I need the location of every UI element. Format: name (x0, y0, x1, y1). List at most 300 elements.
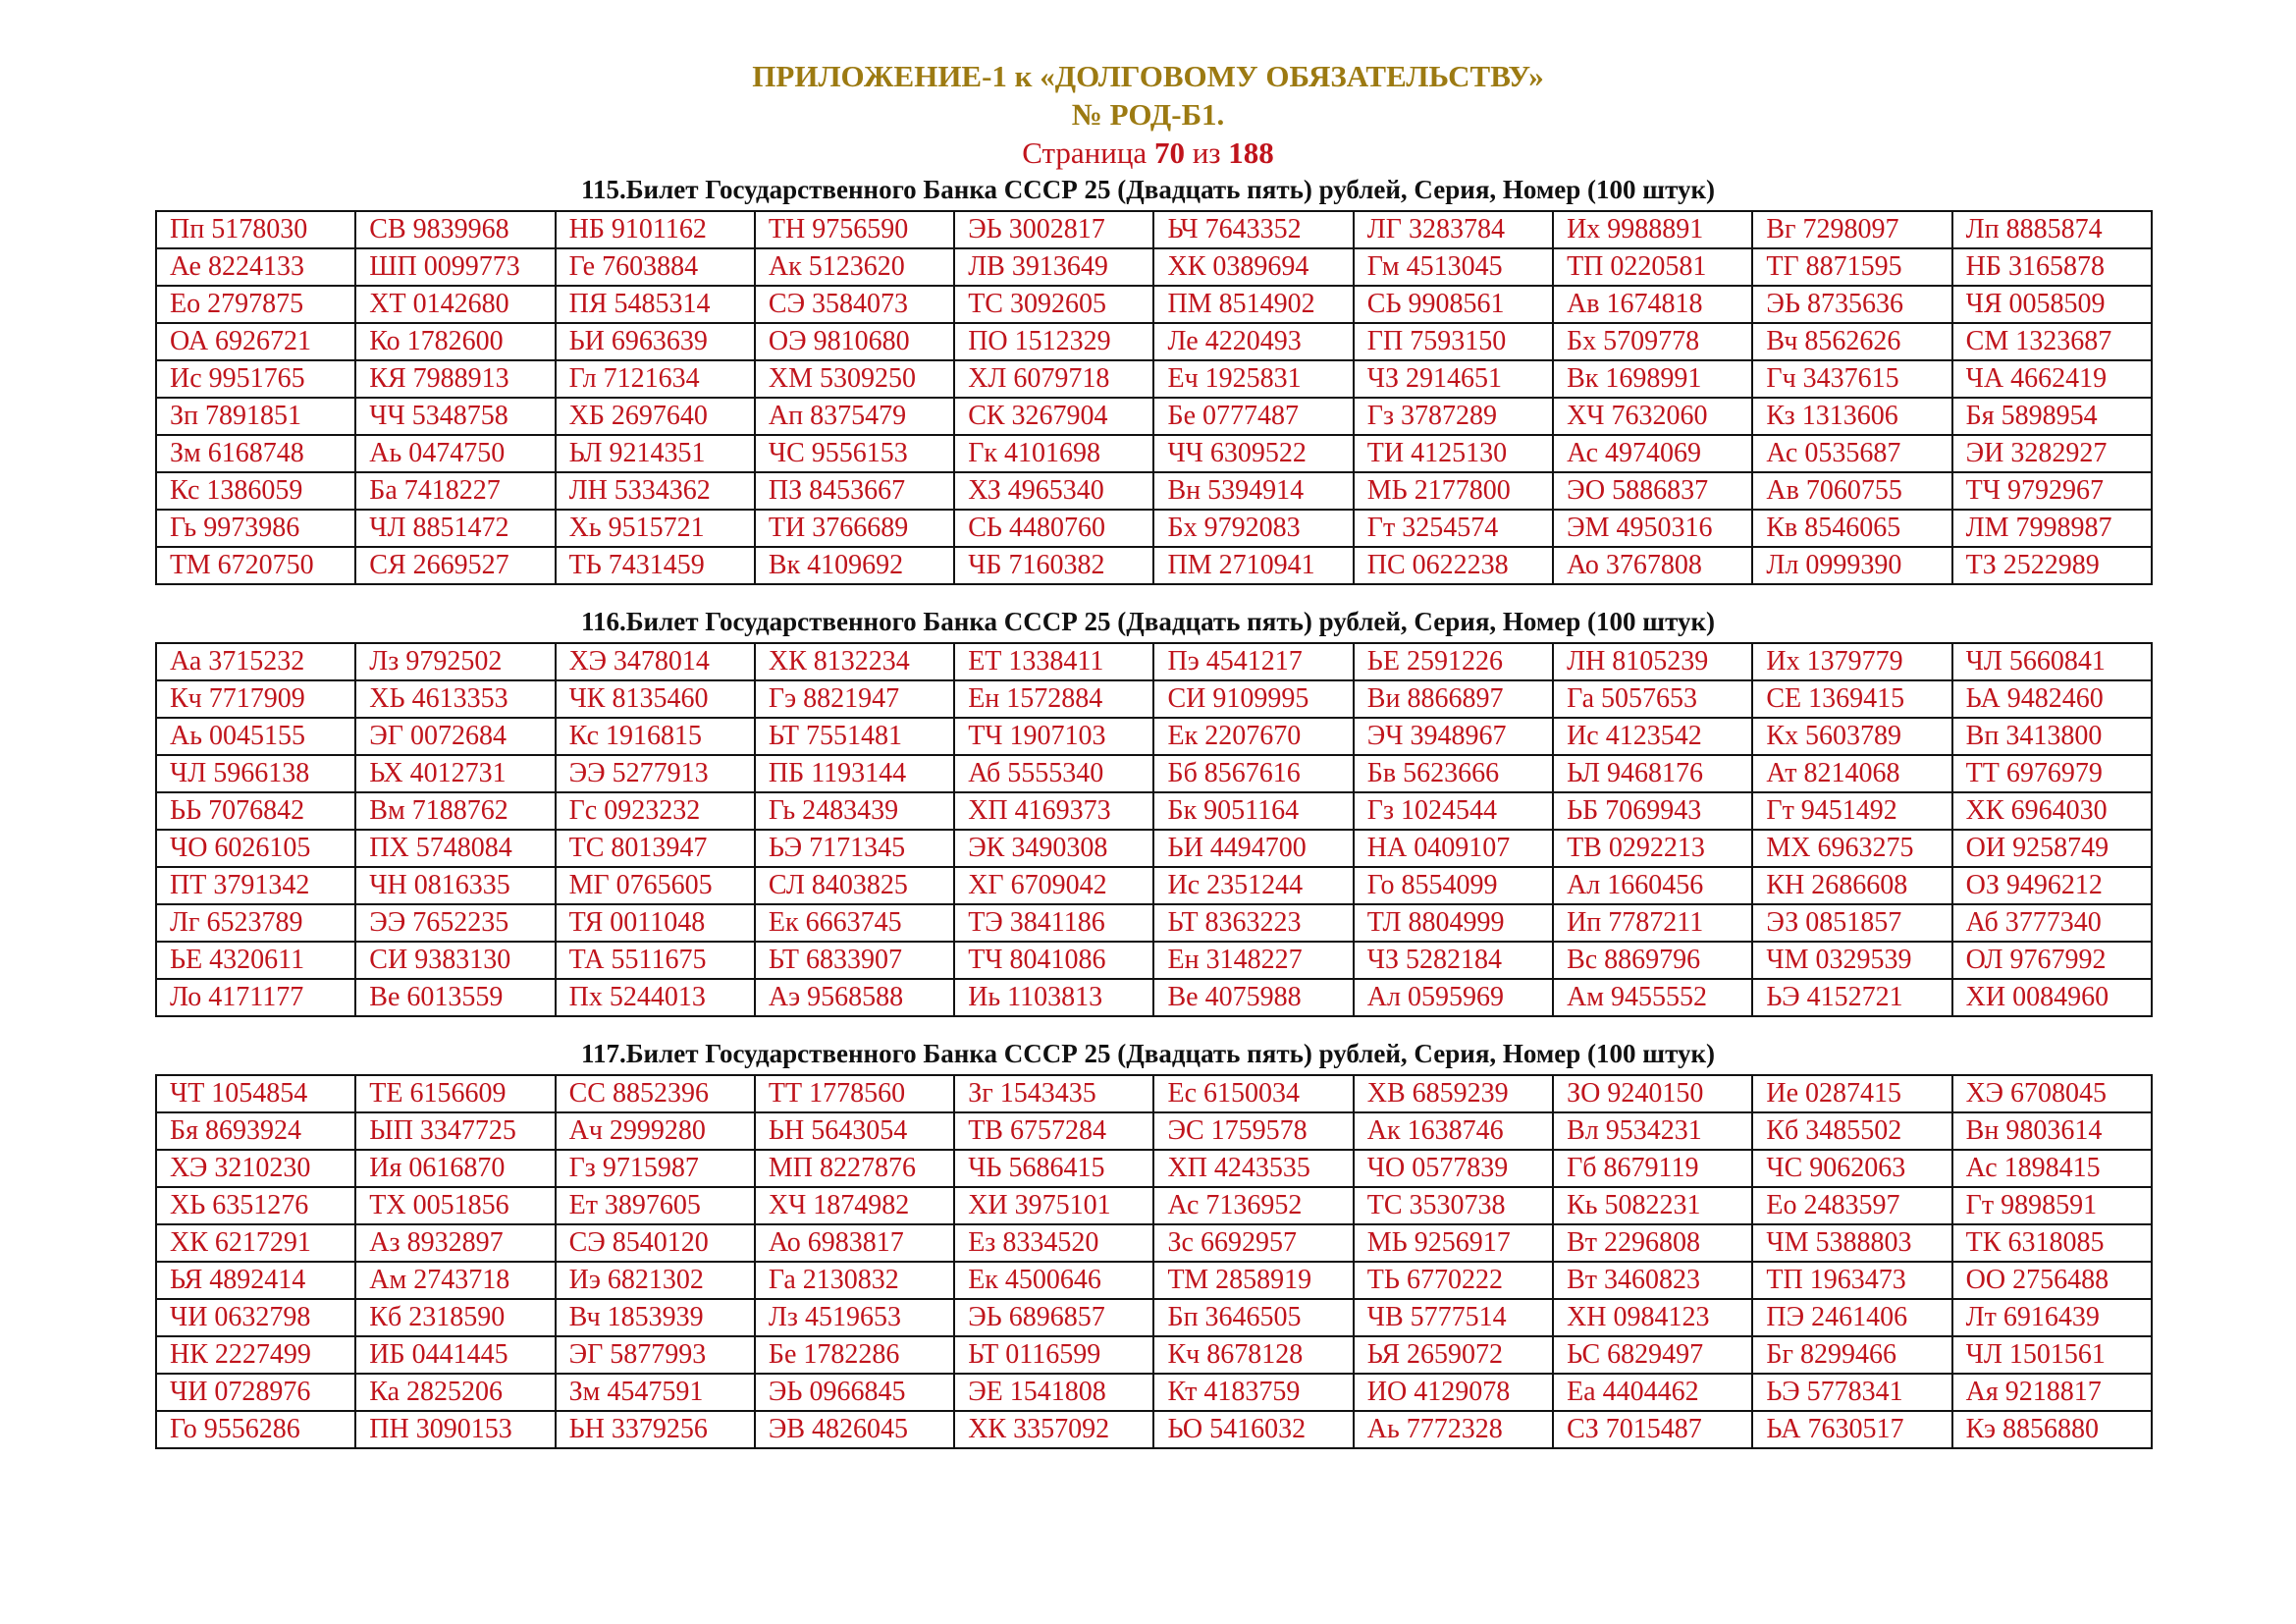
serial-cell: Их 9988891 (1553, 211, 1752, 248)
serial-cell: МЬ 2177800 (1354, 472, 1553, 510)
serial-cell: Гб 8679119 (1553, 1150, 1752, 1187)
serial-cell: ЭИ 3282927 (1952, 435, 2152, 472)
serial-cell: ОЛ 9767992 (1952, 942, 2152, 979)
table-row (156, 472, 2152, 510)
serial-cell: ТА 5511675 (556, 942, 755, 979)
serial-cell: СЭ 8540120 (556, 1224, 755, 1262)
serial-cell: ЧЬ 5686415 (954, 1150, 1153, 1187)
serial-table (155, 1074, 2153, 1449)
serial-cell: Хь 9515721 (556, 510, 755, 547)
serial-cell: Кс 1386059 (156, 472, 355, 510)
serial-cell: ЬЧ 7643352 (1153, 211, 1353, 248)
serial-cell: ТЕ 6156609 (355, 1075, 555, 1112)
serial-cell: СЕ 1369415 (1752, 680, 1951, 718)
serial-cell: ЭЬ 0966845 (755, 1374, 954, 1411)
serial-cell: ХЛ 6079718 (954, 360, 1153, 398)
serial-cell: ТС 3092605 (954, 286, 1153, 323)
serial-cell: ТС 3530738 (1354, 1187, 1553, 1224)
serial-cell: Ео 2797875 (156, 286, 355, 323)
table-row (156, 1374, 2152, 1411)
serial-cell: ХП 4243535 (1153, 1150, 1353, 1187)
serial-cell: ПН 3090153 (355, 1411, 555, 1448)
serial-cell: ГП 7593150 (1354, 323, 1553, 360)
serial-cell: ЬЕ 2591226 (1354, 643, 1553, 680)
serial-cell: ХИ 0084960 (1952, 979, 2152, 1016)
serial-cell: Гт 9898591 (1952, 1187, 2152, 1224)
serial-cell: Вн 9803614 (1952, 1112, 2152, 1150)
serial-cell: Ек 6663745 (755, 904, 954, 942)
serial-cell: ХЭ 3478014 (556, 643, 755, 680)
serial-cell: Ам 2743718 (355, 1262, 555, 1299)
serial-cell: ТМ 6720750 (156, 547, 355, 584)
serial-cell: Ис 2351244 (1153, 867, 1353, 904)
serial-cell: Пх 5244013 (556, 979, 755, 1016)
serial-cell: Ез 8334520 (954, 1224, 1153, 1262)
table-row (156, 643, 2152, 680)
serial-cell: МЬ 9256917 (1354, 1224, 1553, 1262)
serial-cell: ЛН 8105239 (1553, 643, 1752, 680)
serial-cell: Ао 6983817 (755, 1224, 954, 1262)
serial-cell: ЛМ 7998987 (1952, 510, 2152, 547)
serial-cell: МГ 0765605 (556, 867, 755, 904)
serial-cell: ТК 6318085 (1952, 1224, 2152, 1262)
table-row (156, 360, 2152, 398)
serial-cell: ЗО 9240150 (1553, 1075, 1752, 1112)
serial-cell: Ав 1674818 (1553, 286, 1752, 323)
serial-cell: СВ 9839968 (355, 211, 555, 248)
serial-cell: ЧО 6026105 (156, 830, 355, 867)
serial-cell: Лз 4519653 (755, 1299, 954, 1336)
serial-cell: НБ 9101162 (556, 211, 755, 248)
serial-cell: ТН 9756590 (755, 211, 954, 248)
page-number: 70 (1153, 135, 1185, 170)
table-row (156, 979, 2152, 1016)
serial-cell: ПЗ 8453667 (755, 472, 954, 510)
serial-cell: ЭЬ 3002817 (954, 211, 1153, 248)
serial-cell: ЧЯ 0058509 (1952, 286, 2152, 323)
serial-cell: ИО 4129078 (1354, 1374, 1553, 1411)
serial-cell: ХП 4169373 (954, 792, 1153, 830)
serial-cell: ЬО 5416032 (1153, 1411, 1353, 1448)
serial-cell: Ак 1638746 (1354, 1112, 1553, 1150)
serial-cell: Аь 7772328 (1354, 1411, 1553, 1448)
serial-cell: Ас 4974069 (1553, 435, 1752, 472)
serial-cell: Аб 3777340 (1952, 904, 2152, 942)
serial-cell: ХК 6217291 (156, 1224, 355, 1262)
serial-cell: ЬН 3379256 (556, 1411, 755, 1448)
serial-cell: Бб 8567616 (1153, 755, 1353, 792)
serial-cell: Кз 1313606 (1752, 398, 1951, 435)
serial-cell: ЬТ 7551481 (755, 718, 954, 755)
serial-cell: ЬН 5643054 (755, 1112, 954, 1150)
serial-cell: Зм 6168748 (156, 435, 355, 472)
serial-cell: Ач 2999280 (556, 1112, 755, 1150)
serial-cell: ЬИ 4494700 (1153, 830, 1353, 867)
serial-cell: ШП 0099773 (355, 248, 555, 286)
serial-cell: Го 8554099 (1354, 867, 1553, 904)
serial-cell: ХН 0984123 (1553, 1299, 1752, 1336)
serial-cell: Аб 5555340 (954, 755, 1153, 792)
serial-cell: ОА 6926721 (156, 323, 355, 360)
serial-cell: Гз 9715987 (556, 1150, 755, 1187)
table-row (156, 398, 2152, 435)
serial-cell: ОИ 9258749 (1952, 830, 2152, 867)
serial-cell: ЭЬ 6896857 (954, 1299, 1153, 1336)
serial-cell: Вч 1853939 (556, 1299, 755, 1336)
serial-cell: Ви 8866897 (1354, 680, 1553, 718)
serial-cell: Вк 4109692 (755, 547, 954, 584)
serial-cell: НБ 3165878 (1952, 248, 2152, 286)
serial-cell: Гь 9973986 (156, 510, 355, 547)
serial-cell: ЧМ 5388803 (1752, 1224, 1951, 1262)
serial-cell: Ам 9455552 (1553, 979, 1752, 1016)
serial-cell: Лп 8885874 (1952, 211, 2152, 248)
table-row (156, 510, 2152, 547)
serial-cell: ПМ 8514902 (1153, 286, 1353, 323)
serial-cell: ТЭ 3841186 (954, 904, 1153, 942)
serial-cell: Гт 3254574 (1354, 510, 1553, 547)
serial-cell: ЧИ 0728976 (156, 1374, 355, 1411)
serial-cell: Кх 5603789 (1752, 718, 1951, 755)
serial-cell: Вс 8869796 (1553, 942, 1752, 979)
serial-cell: ТЧ 1907103 (954, 718, 1153, 755)
serial-cell: Их 1379779 (1752, 643, 1951, 680)
serial-cell: Гк 4101698 (954, 435, 1153, 472)
serial-cell: ЬЛ 9468176 (1553, 755, 1752, 792)
serial-cell: Ак 5123620 (755, 248, 954, 286)
table-row (156, 1075, 2152, 1112)
serial-cell: СЭ 3584073 (755, 286, 954, 323)
serial-cell: Иэ 6821302 (556, 1262, 755, 1299)
serial-cell: ЬЯ 4892414 (156, 1262, 355, 1299)
serial-cell: Гз 1024544 (1354, 792, 1553, 830)
document-number: № РОД-Б1. (1071, 97, 1225, 132)
serial-cell: Вк 1698991 (1553, 360, 1752, 398)
serial-cell: ЬХ 4012731 (355, 755, 555, 792)
serial-cell: ТЬ 6770222 (1354, 1262, 1553, 1299)
serial-cell: ТЧ 8041086 (954, 942, 1153, 979)
serial-cell: Ал 0595969 (1354, 979, 1553, 1016)
table-row (156, 1150, 2152, 1187)
serial-cell: СМ 1323687 (1952, 323, 2152, 360)
serial-cell: ТЗ 2522989 (1952, 547, 2152, 584)
serial-cell: ЬЬ 7076842 (156, 792, 355, 830)
table-row (156, 211, 2152, 248)
serial-cell: ЬЭ 7171345 (755, 830, 954, 867)
serial-cell: Зг 1543435 (954, 1075, 1153, 1112)
document-header (0, 57, 2296, 172)
serial-cell: Ае 8224133 (156, 248, 355, 286)
serial-cell: Бя 8693924 (156, 1112, 355, 1150)
serial-cell: ТП 1963473 (1752, 1262, 1951, 1299)
serial-cell: ХК 0389694 (1153, 248, 1353, 286)
serial-cell: ЬТ 6833907 (755, 942, 954, 979)
serial-cell: Пэ 4541217 (1153, 643, 1353, 680)
serial-cell: МХ 6963275 (1752, 830, 1951, 867)
serial-cell: Зс 6692957 (1153, 1224, 1353, 1262)
serial-cell: Ге 7603884 (556, 248, 755, 286)
serial-cell: ЭЬ 8735636 (1752, 286, 1951, 323)
serial-table (155, 642, 2153, 1017)
serial-cell: ХЬ 6351276 (156, 1187, 355, 1224)
serial-cell: ХЭ 3210230 (156, 1150, 355, 1187)
serial-cell: Бя 5898954 (1952, 398, 2152, 435)
serial-cell: Гь 2483439 (755, 792, 954, 830)
serial-cell: Аз 8932897 (355, 1224, 555, 1262)
serial-cell: Лт 6916439 (1952, 1299, 2152, 1336)
serial-cell: ЛГ 3283784 (1354, 211, 1553, 248)
serial-cell: Аь 0474750 (355, 435, 555, 472)
table-row (156, 1224, 2152, 1262)
serial-cell: Ая 9218817 (1952, 1374, 2152, 1411)
serial-cell: ЭГ 0072684 (355, 718, 555, 755)
serial-cell: ЭК 3490308 (954, 830, 1153, 867)
serial-cell: Вч 8562626 (1752, 323, 1951, 360)
serial-cell: НА 0409107 (1354, 830, 1553, 867)
serial-cell: Ао 3767808 (1553, 547, 1752, 584)
serial-cell: ЧЧ 5348758 (355, 398, 555, 435)
table-row (156, 792, 2152, 830)
serial-cell: Ия 0616870 (355, 1150, 555, 1187)
serial-cell: ТТ 1778560 (755, 1075, 954, 1112)
serial-cell: ПЯ 5485314 (556, 286, 755, 323)
serial-cell: СС 8852396 (556, 1075, 755, 1112)
serial-cell: Иь 1103813 (954, 979, 1153, 1016)
section-title: 116.Билет Государственного Банка СССР 25 (Двадцать пять) рублей, Серия, Номер (100 штук) (580, 607, 1716, 636)
serial-cell: Ве 4075988 (1153, 979, 1353, 1016)
serial-cell: ЧИ 0632798 (156, 1299, 355, 1336)
serial-cell: Га 5057653 (1553, 680, 1752, 718)
serial-cell: ХЬ 4613353 (355, 680, 555, 718)
serial-cell: Гм 4513045 (1354, 248, 1553, 286)
serial-cell: ПС 0622238 (1354, 547, 1553, 584)
serial-cell: Ес 6150034 (1153, 1075, 1353, 1112)
serial-cell: Кч 7717909 (156, 680, 355, 718)
serial-cell: ЛВ 3913649 (954, 248, 1153, 286)
serial-cell: ЧЛ 8851472 (355, 510, 555, 547)
serial-cell: Вп 3413800 (1952, 718, 2152, 755)
section-title: 117.Билет Государственного Банка СССР 25 (Двадцать пять) рублей, Серия, Номер (100 штук) (580, 1039, 1716, 1068)
serial-cell: ХЗ 4965340 (954, 472, 1153, 510)
serial-cell: ТЛ 8804999 (1354, 904, 1553, 942)
serial-cell: Гс 0923232 (556, 792, 755, 830)
table-row (156, 248, 2152, 286)
serial-cell: ТЧ 9792967 (1952, 472, 2152, 510)
serial-cell: ПХ 5748084 (355, 830, 555, 867)
table-row (156, 1112, 2152, 1150)
serial-cell: КН 2686608 (1752, 867, 1951, 904)
serial-cell: ЭЧ 3948967 (1354, 718, 1553, 755)
serial-cell: ТИ 3766689 (755, 510, 954, 547)
serial-cell: Бх 5709778 (1553, 323, 1752, 360)
serial-cell: Вт 3460823 (1553, 1262, 1752, 1299)
serial-cell: ЬЭ 5778341 (1752, 1374, 1951, 1411)
serial-cell: ЛН 5334362 (556, 472, 755, 510)
serial-cell: ХМ 5309250 (755, 360, 954, 398)
serial-cell: ОЗ 9496212 (1952, 867, 2152, 904)
serial-cell: Ен 3148227 (1153, 942, 1353, 979)
serial-cell: Лз 9792502 (355, 643, 555, 680)
serial-cell: СЗ 7015487 (1553, 1411, 1752, 1448)
serial-cell: Бе 0777487 (1153, 398, 1353, 435)
serial-cell: ЧА 4662419 (1952, 360, 2152, 398)
serial-cell: ТЯ 0011048 (556, 904, 755, 942)
serial-cell: ХБ 2697640 (556, 398, 755, 435)
serial-cell: ОЭ 9810680 (755, 323, 954, 360)
serial-cell: Аа 3715232 (156, 643, 355, 680)
serial-cell: Лл 0999390 (1752, 547, 1951, 584)
serial-cell: Ис 9951765 (156, 360, 355, 398)
serial-cell: Кб 2318590 (355, 1299, 555, 1336)
serial-cell: НК 2227499 (156, 1336, 355, 1374)
serial-cell: ЭЕ 1541808 (954, 1374, 1153, 1411)
serial-cell: Аэ 9568588 (755, 979, 954, 1016)
serial-cell: СЛ 8403825 (755, 867, 954, 904)
serial-cell: ЬА 9482460 (1952, 680, 2152, 718)
serial-cell: ХК 3357092 (954, 1411, 1153, 1448)
serial-cell: ХТ 0142680 (355, 286, 555, 323)
serial-cell: ЬЯ 2659072 (1354, 1336, 1553, 1374)
serial-cell: Ав 7060755 (1752, 472, 1951, 510)
serial-cell: Ка 2825206 (355, 1374, 555, 1411)
serial-cell: ЬИ 6963639 (556, 323, 755, 360)
serial-cell: ХВ 6859239 (1354, 1075, 1553, 1112)
serial-cell: СИ 9109995 (1153, 680, 1353, 718)
serial-cell: Гз 3787289 (1354, 398, 1553, 435)
page-prefix: Страница (1022, 135, 1148, 170)
serial-cell: Кь 5082231 (1553, 1187, 1752, 1224)
table-row (156, 680, 2152, 718)
serial-cell: ТТ 6976979 (1952, 755, 2152, 792)
table-row (156, 286, 2152, 323)
serial-cell: ЭЭ 7652235 (355, 904, 555, 942)
serial-cell: СИ 9383130 (355, 942, 555, 979)
serial-cell: ЭЗ 0851857 (1752, 904, 1951, 942)
serial-cell: Ло 4171177 (156, 979, 355, 1016)
serial-cell: ТС 8013947 (556, 830, 755, 867)
serial-cell: ХК 8132234 (755, 643, 954, 680)
serial-cell: ЧЛ 5660841 (1952, 643, 2152, 680)
serial-cell: ЧС 9062063 (1752, 1150, 1951, 1187)
serial-cell: Кв 8546065 (1752, 510, 1951, 547)
table-row (156, 718, 2152, 755)
serial-cell: Ве 6013559 (355, 979, 555, 1016)
serial-cell: Бг 8299466 (1752, 1336, 1951, 1374)
serial-cell: ХК 6964030 (1952, 792, 2152, 830)
serial-cell: Ео 2483597 (1752, 1187, 1951, 1224)
serial-cell: СК 3267904 (954, 398, 1153, 435)
serial-cell: ТМ 2858919 (1153, 1262, 1353, 1299)
section-title: 115.Билет Государственного Банка СССР 25 (Двадцать пять) рублей, Серия, Номер (100 штук) (580, 175, 1716, 204)
serial-table (155, 210, 2153, 585)
serial-cell: ПМ 2710941 (1153, 547, 1353, 584)
serial-cell: Ен 1572884 (954, 680, 1153, 718)
serial-cell: ЭО 5886837 (1553, 472, 1752, 510)
serial-cell: ЧО 0577839 (1354, 1150, 1553, 1187)
serial-cell: ЭМ 4950316 (1553, 510, 1752, 547)
serial-cell: Ек 2207670 (1153, 718, 1353, 755)
serial-cell: ТВ 6757284 (954, 1112, 1153, 1150)
serial-cell: ЧН 0816335 (355, 867, 555, 904)
serial-cell: ЧК 8135460 (556, 680, 755, 718)
serial-cell: Кч 8678128 (1153, 1336, 1353, 1374)
serial-cell: ТХ 0051856 (355, 1187, 555, 1224)
serial-cell: Вт 2296808 (1553, 1224, 1752, 1262)
serial-cell: Ет 3897605 (556, 1187, 755, 1224)
serial-cell: ХИ 3975101 (954, 1187, 1153, 1224)
serial-cell: Ба 7418227 (355, 472, 555, 510)
table-row (156, 1262, 2152, 1299)
serial-cell: ЭВ 4826045 (755, 1411, 954, 1448)
serial-cell: ЬС 6829497 (1553, 1336, 1752, 1374)
table-row (156, 1187, 2152, 1224)
serial-cell: Еч 1925831 (1153, 360, 1353, 398)
serial-cell: Пп 5178030 (156, 211, 355, 248)
serial-cell: ЭЭ 5277913 (556, 755, 755, 792)
serial-cell: Зм 4547591 (556, 1374, 755, 1411)
table-row (156, 323, 2152, 360)
serial-cell: Ал 1660456 (1553, 867, 1752, 904)
serial-cell: ТВ 0292213 (1553, 830, 1752, 867)
serial-cell: ЧВ 5777514 (1354, 1299, 1553, 1336)
serial-cell: ХЭ 6708045 (1952, 1075, 2152, 1112)
table-row (156, 435, 2152, 472)
serial-cell: Ип 7787211 (1553, 904, 1752, 942)
serial-cell: ЧМ 0329539 (1752, 942, 1951, 979)
serial-cell: Кс 1916815 (556, 718, 755, 755)
serial-cell: ХЧ 7632060 (1553, 398, 1752, 435)
serial-cell: Гл 7121634 (556, 360, 755, 398)
serial-cell: Вг 7298097 (1752, 211, 1951, 248)
serial-cell: ТЬ 7431459 (556, 547, 755, 584)
serial-cell: ИБ 0441445 (355, 1336, 555, 1374)
serial-cell: Ек 4500646 (954, 1262, 1153, 1299)
serial-cell: ПБ 1193144 (755, 755, 954, 792)
serial-cell: Кт 4183759 (1153, 1374, 1353, 1411)
table-row (156, 867, 2152, 904)
serial-cell: ХГ 6709042 (954, 867, 1153, 904)
table-row (156, 904, 2152, 942)
serial-cell: ТГ 8871595 (1752, 248, 1951, 286)
serial-cell: ЬТ 8363223 (1153, 904, 1353, 942)
serial-cell: Кб 3485502 (1752, 1112, 1951, 1150)
serial-cell: ЬБ 7069943 (1553, 792, 1752, 830)
serial-cell: КЯ 7988913 (355, 360, 555, 398)
serial-cell: ПЭ 2461406 (1752, 1299, 1951, 1336)
serial-cell: ЧЗ 5282184 (1354, 942, 1553, 979)
serial-cell: Ат 8214068 (1752, 755, 1951, 792)
serial-cell: ЧС 9556153 (755, 435, 954, 472)
serial-cell: Бх 9792083 (1153, 510, 1353, 547)
serial-cell: ЧТ 1054854 (156, 1075, 355, 1112)
serial-cell: Га 2130832 (755, 1262, 954, 1299)
serial-cell: Лг 6523789 (156, 904, 355, 942)
serial-cell: ПТ 3791342 (156, 867, 355, 904)
serial-cell: Гч 3437615 (1752, 360, 1951, 398)
serial-cell: Ие 0287415 (1752, 1075, 1951, 1112)
serial-cell: ЧЧ 6309522 (1153, 435, 1353, 472)
serial-cell: Вм 7188762 (355, 792, 555, 830)
serial-cell: Го 9556286 (156, 1411, 355, 1448)
page-total: 188 (1228, 135, 1274, 170)
serial-cell: СЬ 4480760 (954, 510, 1153, 547)
serial-cell: ХЧ 1874982 (755, 1187, 954, 1224)
serial-cell: Ас 0535687 (1752, 435, 1951, 472)
serial-cell: ЕТ 1338411 (954, 643, 1153, 680)
serial-cell: ЬЛ 9214351 (556, 435, 755, 472)
table-row (156, 547, 2152, 584)
serial-cell: ЬЭ 4152721 (1752, 979, 1951, 1016)
